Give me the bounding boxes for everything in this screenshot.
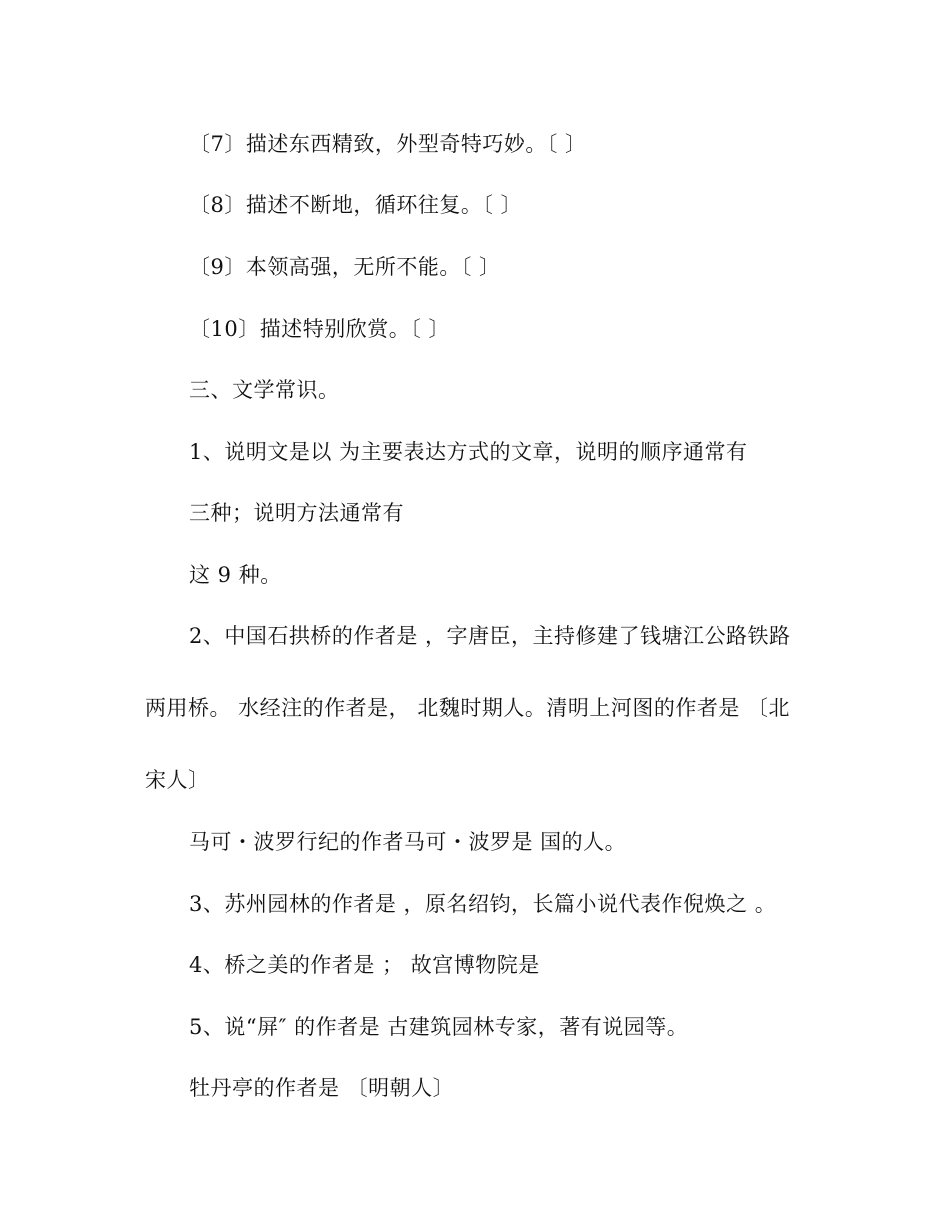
question-10: 〔10〕描述特别欣赏。〔 〕 [189,317,450,341]
question-8: 〔8〕描述不断地，循环往复。〔 〕 [189,193,523,217]
item-2-line-4: 马可・波罗行纪的作者马可・波罗是 国的人。 [189,830,627,854]
item-4: 4、桥之美的作者是 ； 故宫博物院是 [189,953,540,977]
item-2-line-1: 2、中国石拱桥的作者是 ，字唐臣，主持修建了钱塘江公路铁路 [189,624,791,648]
item-1-line-3: 这 9 种。 [189,563,282,587]
question-9: 〔9〕本领高强，无所不能。〔 〕 [189,255,501,279]
item-6: 牡丹亭的作者是 〔明朝人〕 [189,1076,455,1100]
item-1-line-1: 1、说明文是以 为主要表达方式的文章，说明的顺序通常有 [189,440,748,464]
item-2-line-3: 宋人〕 [145,768,210,792]
question-7: 〔7〕描述东西精致，外型奇特巧妙。〔 〕 [189,132,587,156]
item-1-line-2: 三种；说明方法通常有 [189,501,404,525]
item-3: 3、苏州园林的作者是 ，原名绍钧，长篇小说代表作倪焕之 。 [189,892,777,916]
item-2-line-2: 两用桥。 水经注的作者是， 北魏时期人。清明上河图的作者是 〔北 [145,696,791,720]
section-heading: 三、文学常识。 [189,378,340,402]
item-5: 5、说“屏″ 的作者是 古建筑园林专家，著有说园等。 [189,1015,689,1039]
